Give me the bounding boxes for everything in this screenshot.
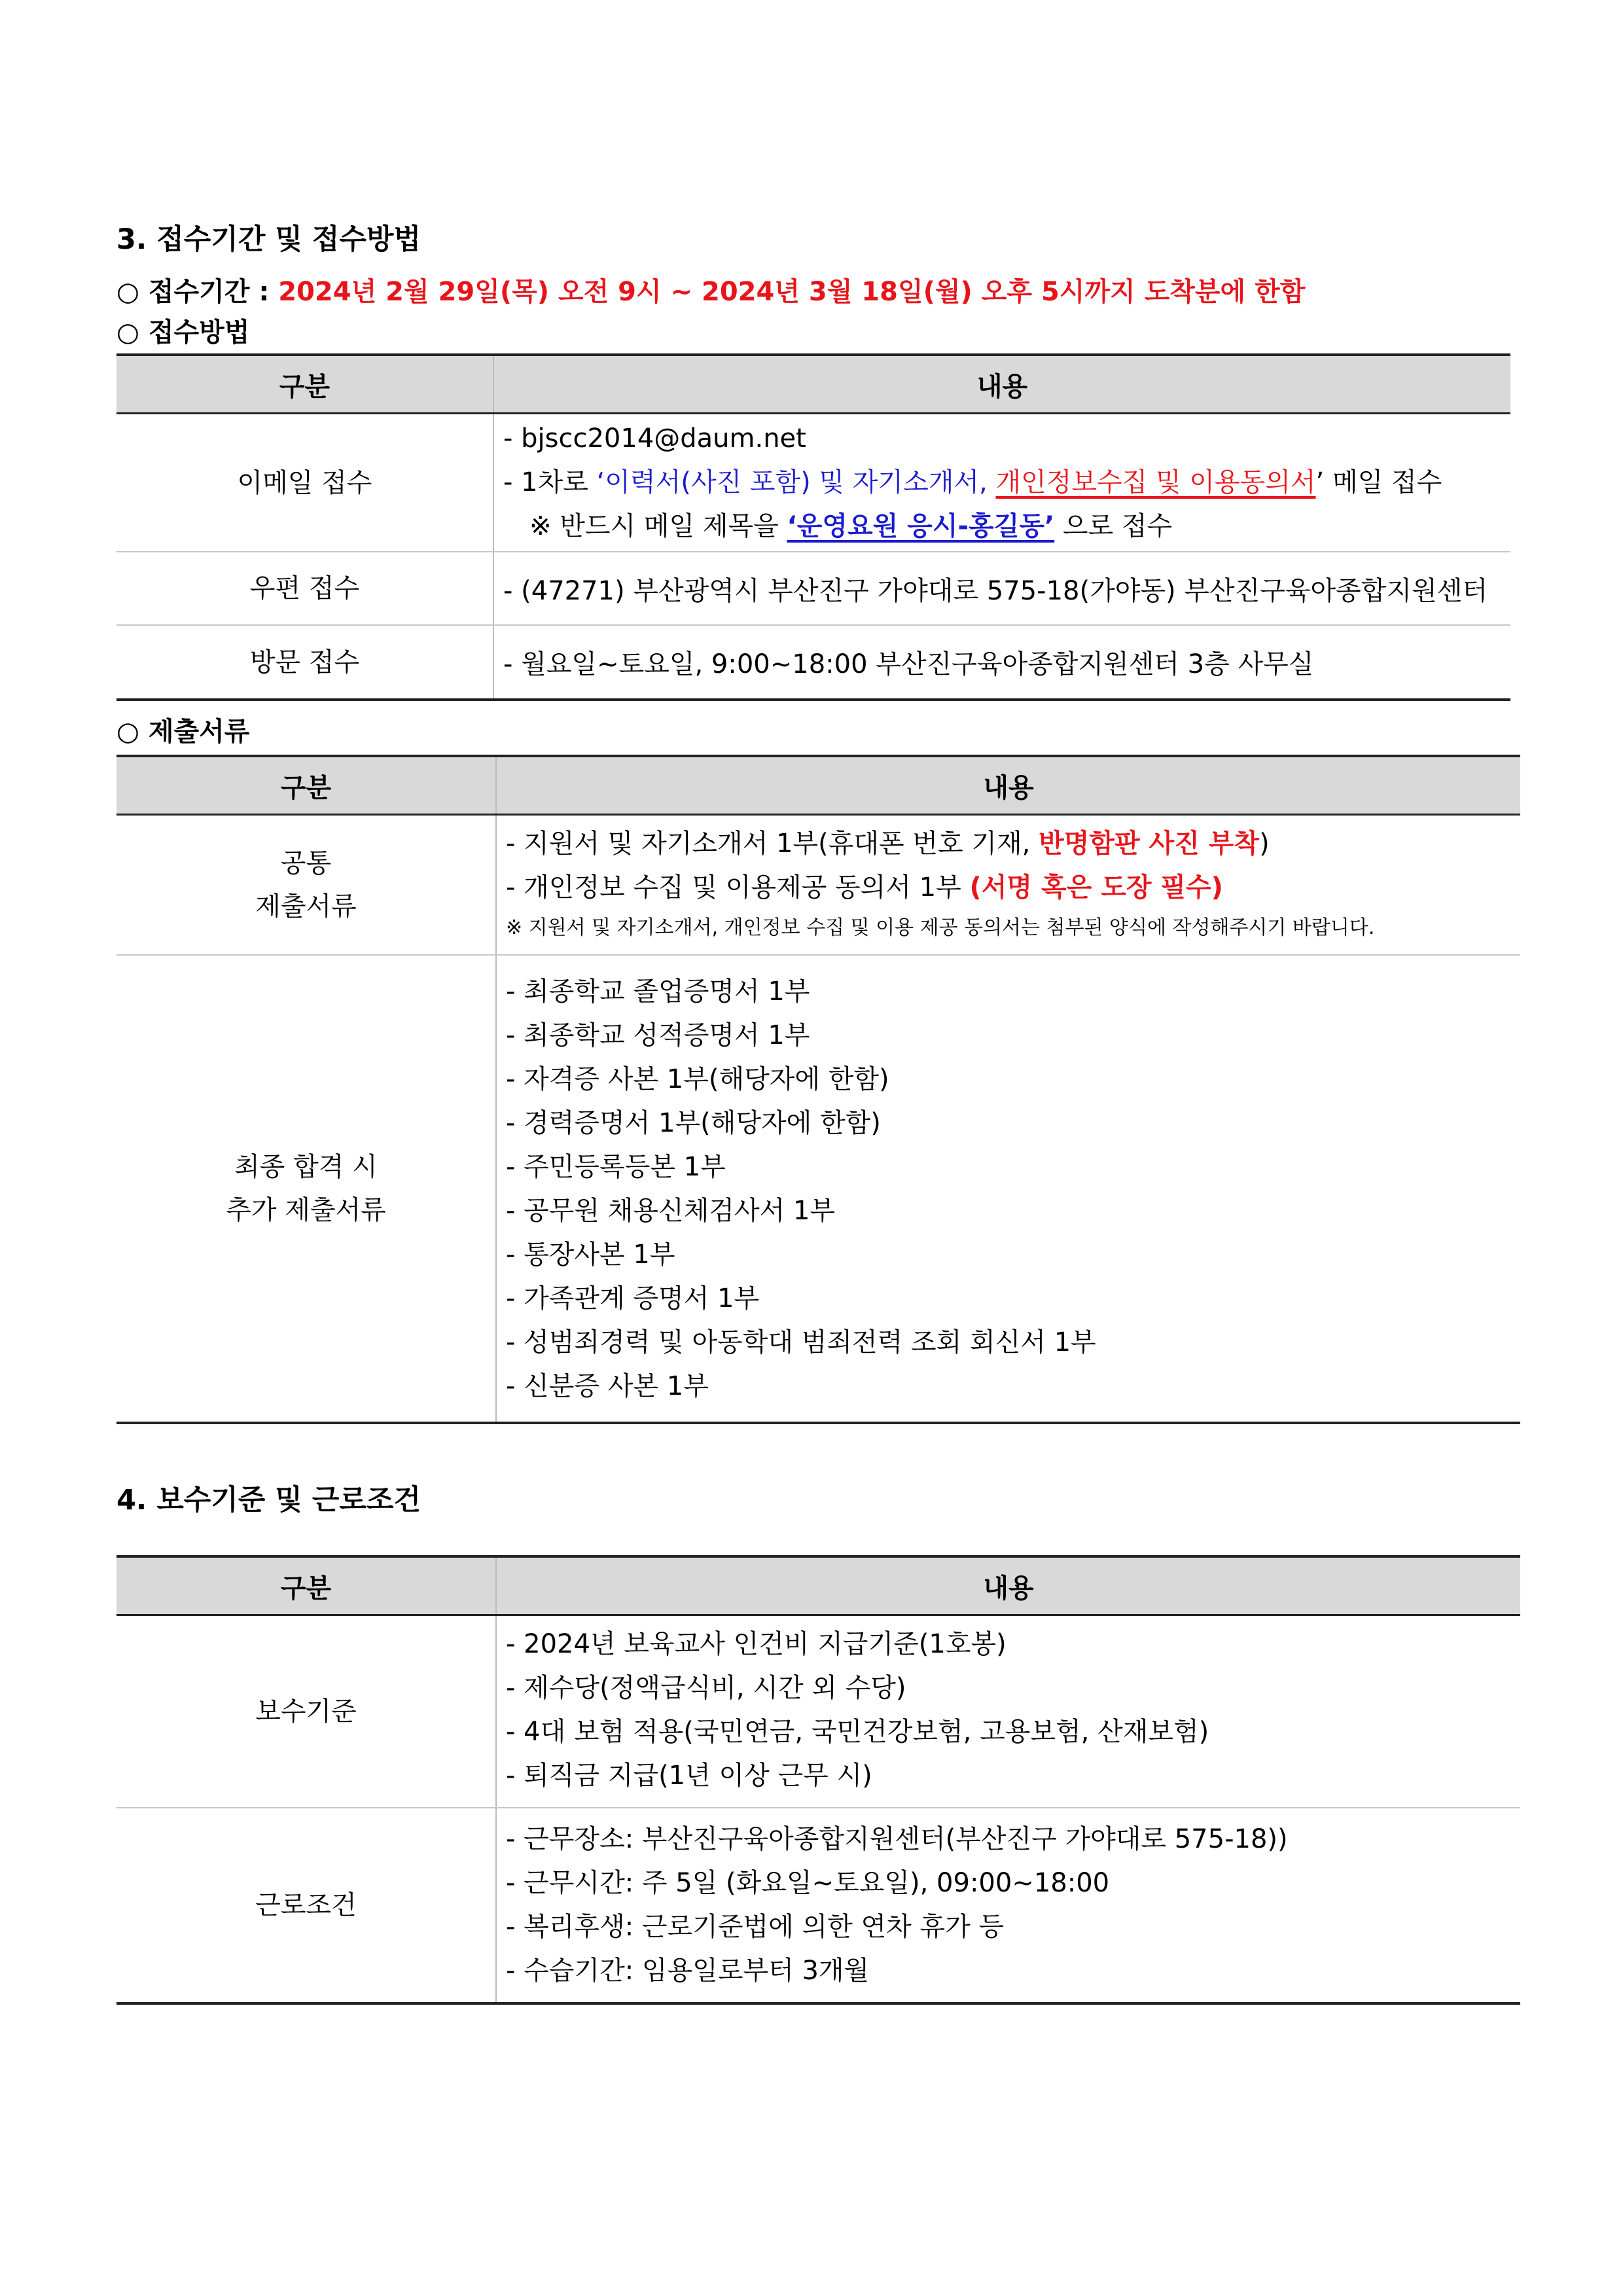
list-item: - 최종학교 졸업증명서 1부	[506, 977, 810, 1007]
email-line2-suffix: ’ 메일 접수	[1315, 467, 1442, 497]
method-visit-content: - 월요일~토요일, 9:00~18:00 부산진구육아종합지원센터 3층 사무실	[493, 625, 1510, 700]
list-item: - 4대 보험 적용(국민연금, 국민건강보험, 고용보험, 산재보험)	[506, 1717, 1209, 1747]
docs-row-common	[116, 815, 1520, 956]
docs-common-note: ※ 지원서 및 자기소개서, 개인정보 수집 및 이용 제공 동의서는 첨부된 양식에 작성해주시기 바랍니다.	[506, 916, 1375, 939]
documents-label: ○ 제출서류	[116, 717, 250, 747]
docs-header-category: 구분	[116, 756, 496, 815]
method-header-category: 구분	[116, 355, 493, 414]
method-post-content: - (47271) 부산광역시 부산진구 가야대로 575-18(가야동) 부산진구육아종합지원센터	[493, 552, 1510, 625]
document-page	[116, 216, 1520, 2005]
list-item: - 최종학교 성적증명서 1부	[506, 1020, 810, 1050]
list-item: - 공무원 채용신체검사서 1부	[506, 1196, 836, 1226]
receipt-period	[116, 272, 1520, 313]
email-address: - bjscc2014@daum.net	[503, 423, 806, 454]
list-item: - 2024년 보육교사 인건비 지급기준(1호봉)	[506, 1629, 1007, 1659]
work-row	[116, 1808, 1520, 2003]
docs-common-line2	[506, 866, 1520, 910]
docs-row-final	[116, 955, 1520, 1423]
email-subject-note	[503, 505, 1510, 548]
receipt-period-value: 2024년 2월 29일(목) 오전 9시 ~ 2024년 3월 18일(월) 오후 5시까지 도착분에 한함	[278, 277, 1306, 307]
docs-final-label-line1: 최종 합격 시	[234, 1152, 378, 1182]
docs-common-line1-suffix: )	[1259, 829, 1270, 859]
receipt-period-label: ○ 접수기간 :	[116, 277, 279, 307]
pay-row	[116, 1615, 1520, 1808]
pay-label: 보수기준	[116, 1615, 496, 1808]
docs-common-line2-prefix: - 개인정보 수집 및 이용제공 동의서 1부	[506, 872, 970, 903]
email-first-submission	[503, 461, 1510, 505]
documents-table	[116, 755, 1520, 1424]
method-row-email	[116, 414, 1510, 552]
list-item: - 수습기간: 임용일로부터 3개월	[506, 1956, 870, 1986]
docs-final-label-line2: 추가 제출서류	[226, 1195, 386, 1225]
method-row-visit	[116, 625, 1510, 700]
list-item: - 자격증 사본 1부(해당자에 한함)	[506, 1064, 889, 1094]
receipt-method-table	[116, 353, 1510, 701]
method-post-label: 우편 접수	[116, 552, 493, 625]
email-line2-prefix: - 1차로	[503, 467, 597, 497]
email-line2-red: 개인정보수집 및 이용동의서	[995, 467, 1316, 497]
method-visit-label: 방문 접수	[116, 625, 493, 700]
email-line3-prefix: ※ 반드시 메일 제목을	[529, 511, 787, 541]
docs-common-label-line2: 제출서류	[255, 891, 357, 922]
email-line3-blue: ‘운영요원 응시-홍길동’	[787, 511, 1055, 541]
docs-common-line1	[506, 822, 1520, 866]
docs-common-line1-red: 반명함판 사진 부착	[1039, 829, 1260, 859]
method-header-content: 내용	[493, 355, 1510, 414]
work-label: 근로조건	[116, 1808, 496, 2003]
method-email-label: 이메일 접수	[116, 414, 493, 552]
list-item: - 신분증 사본 1부	[506, 1371, 709, 1401]
docs-final-label	[116, 955, 496, 1423]
list-item: - 근무시간: 주 5일 (화요일~토요일), 09:00~18:00	[506, 1868, 1110, 1898]
email-line2-blue: ‘이력서(사진 포함) 및 자기소개서,	[596, 467, 996, 497]
docs-header-content: 내용	[496, 756, 1520, 815]
list-item: - 경력증명서 1부(해당자에 한함)	[506, 1108, 881, 1138]
list-item: - 가족관계 증명서 1부	[506, 1283, 760, 1314]
section3-title: 3. 접수기간 및 접수방법	[116, 223, 421, 256]
docs-common-line1-prefix: - 지원서 및 자기소개서 1부(휴대폰 번호 기재,	[506, 829, 1039, 859]
list-item: - 근무장소: 부산진구육아종합지원센터(부산진구 가야대로 575-18))	[506, 1824, 1288, 1854]
docs-common-line2-red: (서명 혹은 도장 필수)	[969, 872, 1223, 903]
method-row-post	[116, 552, 1510, 625]
docs-common-label	[116, 815, 496, 956]
list-item: - 제수당(정액급식비, 시간 외 수당)	[506, 1673, 906, 1703]
section4-title: 4. 보수기준 및 근로조건	[116, 1484, 421, 1516]
list-item: - 퇴직금 지급(1년 이상 근무 시)	[506, 1761, 872, 1791]
receipt-method-label: ○ 접수방법	[116, 317, 250, 348]
pay-header-content: 내용	[496, 1556, 1520, 1615]
email-line3-suffix: 으로 접수	[1054, 511, 1173, 541]
list-item: - 성범죄경력 및 아동학대 범죄전력 조회 회신서 1부	[506, 1327, 1096, 1357]
pay-work-table	[116, 1555, 1520, 2005]
docs-common-label-line1: 공통	[280, 848, 332, 878]
pay-header-category: 구분	[116, 1556, 496, 1615]
list-item: - 주민등록등본 1부	[506, 1152, 726, 1182]
list-item: - 복리후생: 근로기준법에 의한 연차 휴가 등	[506, 1912, 1005, 1942]
list-item: - 통장사본 1부	[506, 1240, 675, 1270]
